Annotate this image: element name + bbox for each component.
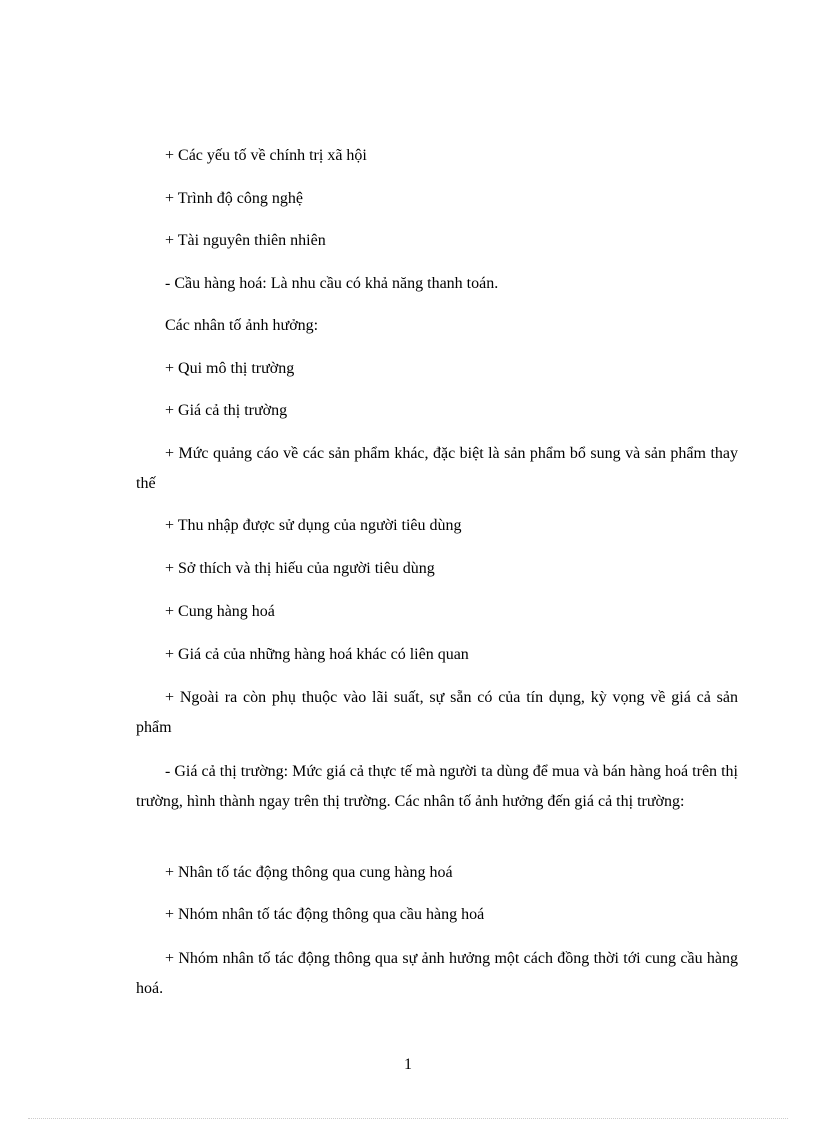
- paragraph: + Giá cả thị trường: [165, 402, 288, 419]
- paragraph: + Nhân tố tác động thông qua cung hàng hoá: [165, 864, 453, 881]
- paragraph: + Cung hàng hoá: [165, 603, 275, 620]
- paragraph: + Ngoài ra còn phụ thuộc vào lãi suất, sự sẵn có của tín dụng, kỳ vọng về giá cả sản phẩm: [136, 689, 738, 736]
- paragraph: + Các yếu tố về chính trị xã hội: [165, 147, 367, 164]
- paragraph: + Tài nguyên thiên nhiên: [165, 232, 326, 249]
- paragraph: + Nhóm nhân tố tác động thông qua cầu hàng hoá: [165, 906, 485, 923]
- page-bottom-divider: [28, 1118, 788, 1119]
- paragraph: + Mức quảng cáo về các sản phẩm khác, đặc biệt là sản phẩm bổ sung và sản phẩm thay thế: [136, 445, 738, 492]
- paragraph: + Giá cả của những hàng hoá khác có liên quan: [165, 646, 469, 663]
- paragraph: + Qui mô thị trường: [165, 360, 295, 377]
- paragraph: Các nhân tố ảnh hưởng:: [165, 317, 319, 334]
- paragraph: + Thu nhập được sử dụng của người tiêu dùng: [165, 517, 462, 534]
- paragraph: + Nhóm nhân tố tác động thông qua sự ảnh hưởng một cách đồng thời tới cung cầu hàng hoá.: [136, 950, 738, 997]
- paragraph: - Cầu hàng hoá: Là nhu cầu có khả năng thanh toán.: [165, 275, 499, 292]
- paragraph: + Trình độ công nghệ: [165, 190, 303, 207]
- paragraph: + Sở thích và thị hiếu của người tiêu dùng: [165, 560, 435, 577]
- paragraph: - Giá cả thị trường: Mức giá cả thực tế mà người ta dùng để mua và bán hàng hoá trên thị trường, hình thành ngay trên thị trường. Các nhân tố ảnh hưởng đến giá cả thị trường:: [136, 763, 738, 810]
- page-number: 1: [404, 1056, 412, 1073]
